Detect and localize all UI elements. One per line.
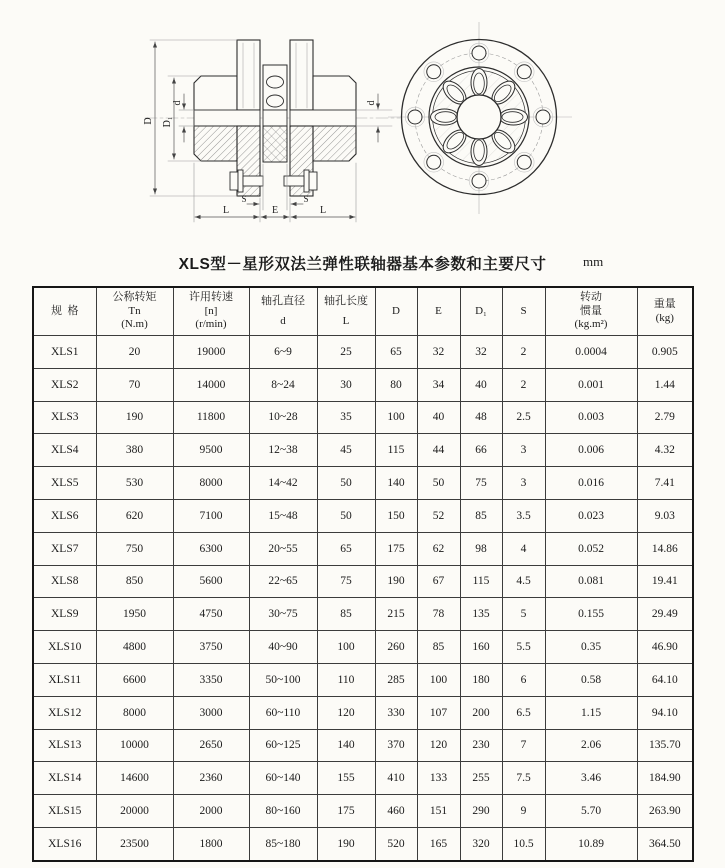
cell-spec: XLS8	[33, 565, 96, 598]
cell-inertia: 0.006	[545, 434, 637, 467]
cell-inertia: 0.081	[545, 565, 637, 598]
table-row	[33, 532, 693, 565]
dim-label-S-left: S	[241, 194, 247, 204]
cell-S: 7	[502, 729, 545, 762]
cell-length: 75	[317, 565, 375, 598]
cell-E: 78	[417, 598, 460, 631]
cell-inertia: 0.0004	[545, 336, 637, 369]
column-header-S: S	[502, 287, 545, 336]
column-header-E: E	[417, 287, 460, 336]
cell-D1: 98	[460, 532, 502, 565]
cell-speed: 3750	[173, 631, 249, 664]
cell-spec: XLS13	[33, 729, 96, 762]
cell-E: 40	[417, 401, 460, 434]
cell-spec: XLS11	[33, 663, 96, 696]
cell-D: 410	[375, 762, 417, 795]
cell-torque: 14600	[96, 762, 173, 795]
table-row	[33, 631, 693, 664]
cell-weight: 0.905	[637, 336, 693, 369]
cell-S: 2	[502, 336, 545, 369]
cell-length: 120	[317, 696, 375, 729]
cell-length: 110	[317, 663, 375, 696]
cell-torque: 1950	[96, 598, 173, 631]
cell-speed: 3000	[173, 696, 249, 729]
cell-inertia: 0.155	[545, 598, 637, 631]
cell-E: 62	[417, 532, 460, 565]
cell-inertia: 2.06	[545, 729, 637, 762]
table-row	[33, 598, 693, 631]
title-row	[0, 252, 725, 276]
cell-weight: 364.50	[637, 827, 693, 860]
cell-torque: 8000	[96, 696, 173, 729]
cell-speed: 1800	[173, 827, 249, 860]
cell-torque: 70	[96, 368, 173, 401]
cell-inertia: 0.052	[545, 532, 637, 565]
cell-D1: 32	[460, 336, 502, 369]
cell-bore: 12~38	[249, 434, 317, 467]
table-row	[33, 336, 693, 369]
cell-weight: 1.44	[637, 368, 693, 401]
cell-bore: 60~140	[249, 762, 317, 795]
cell-torque: 620	[96, 499, 173, 532]
cell-D1: 75	[460, 467, 502, 500]
column-header-speed: 许用转速 [n] (r/min)	[173, 287, 249, 336]
cell-length: 190	[317, 827, 375, 860]
cell-weight: 94.10	[637, 696, 693, 729]
cell-speed: 19000	[173, 336, 249, 369]
table-header-row	[33, 287, 693, 336]
spec-table	[32, 286, 694, 862]
cell-weight: 263.90	[637, 795, 693, 828]
cell-bore: 15~48	[249, 499, 317, 532]
cell-torque: 850	[96, 565, 173, 598]
cell-D1: 180	[460, 663, 502, 696]
cell-E: 32	[417, 336, 460, 369]
cell-bore: 22~65	[249, 565, 317, 598]
cell-bore: 50~100	[249, 663, 317, 696]
page-title: XLS型－星形双法兰弹性联轴器基本参数和主要尺寸	[178, 256, 547, 273]
cell-E: 44	[417, 434, 460, 467]
cell-E: 52	[417, 499, 460, 532]
cell-spec: XLS2	[33, 368, 96, 401]
cell-D: 115	[375, 434, 417, 467]
cell-inertia: 3.46	[545, 762, 637, 795]
cell-weight: 184.90	[637, 762, 693, 795]
cell-D: 100	[375, 401, 417, 434]
cell-D1: 115	[460, 565, 502, 598]
cell-weight: 14.86	[637, 532, 693, 565]
cell-length: 85	[317, 598, 375, 631]
cell-length: 140	[317, 729, 375, 762]
cell-E: 85	[417, 631, 460, 664]
cell-speed: 7100	[173, 499, 249, 532]
cell-bore: 85~180	[249, 827, 317, 860]
cell-inertia: 0.35	[545, 631, 637, 664]
cell-E: 151	[417, 795, 460, 828]
cell-bore: 14~42	[249, 467, 317, 500]
cell-bore: 80~160	[249, 795, 317, 828]
cell-D1: 48	[460, 401, 502, 434]
cell-S: 6	[502, 663, 545, 696]
cell-weight: 7.41	[637, 467, 693, 500]
dim-label-L-right: L	[319, 205, 327, 216]
cell-weight: 46.90	[637, 631, 693, 664]
cell-bore: 8~24	[249, 368, 317, 401]
table-row	[33, 663, 693, 696]
column-header-D1: D₁	[460, 287, 502, 336]
table-row	[33, 795, 693, 828]
cell-speed: 8000	[173, 467, 249, 500]
cell-spec: XLS4	[33, 434, 96, 467]
cell-S: 4	[502, 532, 545, 565]
cell-torque: 20000	[96, 795, 173, 828]
cell-D1: 85	[460, 499, 502, 532]
cell-spec: XLS7	[33, 532, 96, 565]
cell-D: 215	[375, 598, 417, 631]
cell-spec: XLS16	[33, 827, 96, 860]
cell-length: 35	[317, 401, 375, 434]
dim-label-L-left: L	[222, 205, 230, 216]
cell-length: 50	[317, 499, 375, 532]
column-header-length: 轴孔长度 L	[317, 287, 375, 336]
cell-inertia: 0.023	[545, 499, 637, 532]
cell-S: 7.5	[502, 762, 545, 795]
cell-speed: 6300	[173, 532, 249, 565]
cell-E: 67	[417, 565, 460, 598]
cell-spec: XLS15	[33, 795, 96, 828]
cell-torque: 6600	[96, 663, 173, 696]
cell-S: 5.5	[502, 631, 545, 664]
cell-length: 25	[317, 336, 375, 369]
table-row	[33, 401, 693, 434]
column-header-weight: 重量 (kg)	[637, 287, 693, 336]
cell-D: 140	[375, 467, 417, 500]
cell-inertia: 0.58	[545, 663, 637, 696]
cell-E: 107	[417, 696, 460, 729]
cell-D: 190	[375, 565, 417, 598]
cell-inertia: 0.001	[545, 368, 637, 401]
cell-spec: XLS5	[33, 467, 96, 500]
cell-bore: 30~75	[249, 598, 317, 631]
cell-D1: 320	[460, 827, 502, 860]
cell-weight: 2.79	[637, 401, 693, 434]
cell-speed: 5600	[173, 565, 249, 598]
cell-D1: 290	[460, 795, 502, 828]
cell-bore: 60~125	[249, 729, 317, 762]
cell-D: 65	[375, 336, 417, 369]
cell-length: 155	[317, 762, 375, 795]
center-bore	[457, 95, 501, 139]
cell-S: 3	[502, 467, 545, 500]
cell-length: 30	[317, 368, 375, 401]
cell-E: 100	[417, 663, 460, 696]
cell-E: 34	[417, 368, 460, 401]
column-header-bore: 轴孔直径 d	[249, 287, 317, 336]
cell-speed: 4750	[173, 598, 249, 631]
cell-S: 3.5	[502, 499, 545, 532]
cell-length: 100	[317, 631, 375, 664]
cell-inertia: 0.003	[545, 401, 637, 434]
cell-D: 285	[375, 663, 417, 696]
cell-torque: 190	[96, 401, 173, 434]
cell-speed: 3350	[173, 663, 249, 696]
cell-spec: XLS3	[33, 401, 96, 434]
cell-length: 45	[317, 434, 375, 467]
cell-spec: XLS1	[33, 336, 96, 369]
cell-spec: XLS12	[33, 696, 96, 729]
cell-weight: 29.49	[637, 598, 693, 631]
table-row	[33, 696, 693, 729]
column-header-D: D	[375, 287, 417, 336]
cell-S: 4.5	[502, 565, 545, 598]
cell-S: 10.5	[502, 827, 545, 860]
dim-label-d-left: d	[172, 100, 183, 106]
cell-S: 2.5	[502, 401, 545, 434]
cell-S: 3	[502, 434, 545, 467]
column-header-spec: 规 格	[33, 287, 96, 336]
cell-D: 260	[375, 631, 417, 664]
cell-D: 330	[375, 696, 417, 729]
table-row	[33, 827, 693, 860]
dim-label-D1: D₁	[162, 116, 173, 128]
cell-weight: 4.32	[637, 434, 693, 467]
coupling-drawing	[0, 0, 725, 248]
cell-torque: 10000	[96, 729, 173, 762]
table-row	[33, 434, 693, 467]
cell-speed: 11800	[173, 401, 249, 434]
cell-E: 120	[417, 729, 460, 762]
cell-D1: 200	[460, 696, 502, 729]
table-row	[33, 499, 693, 532]
cell-speed: 2000	[173, 795, 249, 828]
cell-bore: 40~90	[249, 631, 317, 664]
dim-label-D: D	[143, 117, 154, 125]
cell-speed: 9500	[173, 434, 249, 467]
cell-torque: 380	[96, 434, 173, 467]
column-header-torque: 公称转矩 Tn (N.m)	[96, 287, 173, 336]
cell-weight: 9.03	[637, 499, 693, 532]
cell-torque: 23500	[96, 827, 173, 860]
section-view	[143, 40, 400, 222]
unit-label: mm	[583, 254, 604, 269]
cell-spec: XLS6	[33, 499, 96, 532]
cell-spec: XLS9	[33, 598, 96, 631]
cell-S: 5	[502, 598, 545, 631]
cell-inertia: 10.89	[545, 827, 637, 860]
table-row	[33, 762, 693, 795]
cell-length: 65	[317, 532, 375, 565]
cell-speed: 2650	[173, 729, 249, 762]
cell-D1: 66	[460, 434, 502, 467]
front-view	[388, 22, 572, 214]
dim-label-d-right: d	[366, 100, 377, 106]
cell-D: 80	[375, 368, 417, 401]
table-row	[33, 565, 693, 598]
table-row	[33, 729, 693, 762]
cell-torque: 750	[96, 532, 173, 565]
cell-D1: 160	[460, 631, 502, 664]
cell-torque: 530	[96, 467, 173, 500]
cell-weight: 135.70	[637, 729, 693, 762]
cell-D: 520	[375, 827, 417, 860]
cell-bore: 6~9	[249, 336, 317, 369]
table-row	[33, 368, 693, 401]
cell-D: 175	[375, 532, 417, 565]
cell-D: 370	[375, 729, 417, 762]
cell-S: 9	[502, 795, 545, 828]
cell-D1: 230	[460, 729, 502, 762]
cell-spec: XLS10	[33, 631, 96, 664]
cell-length: 175	[317, 795, 375, 828]
cell-E: 133	[417, 762, 460, 795]
cell-D: 150	[375, 499, 417, 532]
cell-bore: 10~28	[249, 401, 317, 434]
cell-weight: 19.41	[637, 565, 693, 598]
cell-length: 50	[317, 467, 375, 500]
cell-spec: XLS14	[33, 762, 96, 795]
cell-D: 460	[375, 795, 417, 828]
cell-D1: 135	[460, 598, 502, 631]
cell-inertia: 1.15	[545, 696, 637, 729]
cell-bore: 60~110	[249, 696, 317, 729]
cell-S: 2	[502, 368, 545, 401]
cell-torque: 20	[96, 336, 173, 369]
cell-speed: 2360	[173, 762, 249, 795]
cell-bore: 20~55	[249, 532, 317, 565]
cell-D1: 40	[460, 368, 502, 401]
cell-weight: 64.10	[637, 663, 693, 696]
cell-S: 6.5	[502, 696, 545, 729]
cell-inertia: 0.016	[545, 467, 637, 500]
dim-label-E: E	[271, 205, 279, 216]
cell-E: 50	[417, 467, 460, 500]
cell-D1: 255	[460, 762, 502, 795]
cell-speed: 14000	[173, 368, 249, 401]
table-row	[33, 467, 693, 500]
cell-torque: 4800	[96, 631, 173, 664]
cell-inertia: 5.70	[545, 795, 637, 828]
cell-E: 165	[417, 827, 460, 860]
column-header-inertia: 转动 惯量 (kg.m²)	[545, 287, 637, 336]
dim-label-S-right: S	[303, 194, 309, 204]
